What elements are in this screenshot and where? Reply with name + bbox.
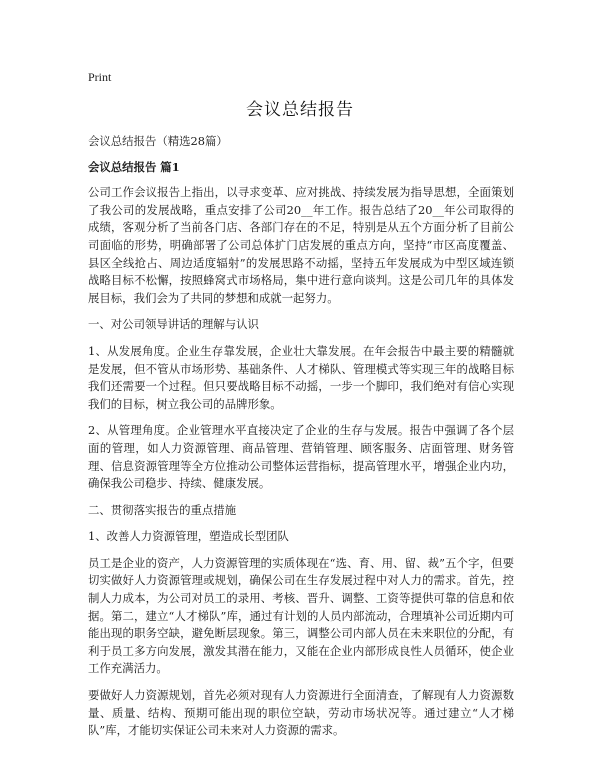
paragraph-hr-assets: 员工是企业的资产，人力资源管理的实质体现在“选、育、用、留、裁”五个字，但要切实做好人力资源管理或规划，确保公司在生存发展过程中对人力的需求。首先，控制人力成本，为公司对员工的录用、考核、晋升、调整、工资等提供可靠的信息和依据。第二，建立“人才梯队”库，通过有计划的人员内部流动，合理填补公司近期内可能出现的职务空缺，避免断层现象。第三，调整公司内部人员在未来职位的分配，有利于员工多方向发展，激发其潜在能力，又能在企业内部形成良性人员循环，使企业工作充满活力。 — [88, 555, 514, 676]
paragraph-hr-planning: 要做好人力资源规划，首先必须对现有人力资源进行全面清查，了解现有人力资源数量、质量、结构、预期可能出现的职位空缺，劳动市场状况等。通过建立“人才梯队”库，才能切实保证公司未来对人力资源的需求。 — [88, 688, 514, 738]
heading-key-measures: 二、贯彻落实报告的重点措施 — [88, 502, 237, 517]
paragraph-development: 1、从发展角度。企业生存靠发展，企业壮大靠发展。在年会报告中最主要的精髓就是发展，但不管从市场形势、基础条件、人才梯队、管理模式等实现三年的战略目标我们还需要一个过程。但只要战略目标不动摇，一步一个脚印，我们绝对有信心实现我们的目标，树立我公司的品牌形象。 — [88, 343, 514, 411]
document-body — [88, 133, 514, 749]
document-title: 会议总结报告 — [246, 100, 354, 120]
print-label: Print — [88, 70, 112, 84]
heading-understanding: 一、对公司领导讲话的理解与认识 — [88, 317, 259, 332]
document-subtitle: 会议总结报告（精选28篇） — [88, 134, 228, 148]
section-title: 会议总结报告 篇1 — [88, 159, 180, 174]
heading-hr-management: 1、改善人力资源管理，塑造成长型团队 — [88, 529, 289, 544]
paragraph-management: 2、从管理角度。企业管理水平直接决定了企业的生存与发展。报告中强调了各个层面的管理，如人力资源管理、商品管理、营销管理、顾客服务、店面管理、财务管理、信息资源管理等全方位推动公司整体运营指标，提高管理水平，增强企业内功，确保我公司稳步、持续、健康发展。 — [88, 423, 514, 491]
paragraph-intro: 公司工作会议报告上指出，以寻求变革、应对挑战、持续发展为指导思想，全面策划了我公司的发展战略，重点安排了公司20__年工作。报告总结了20__年公司取得的成绩，客观分析了当前各门店、各部门存在的不足，特别是从五个方面分析了目前公司面临的形势，明确部署了公司总体扩门店发展的重点方向，坚持“市区高度覆盖、县区全线抢占、周边适度辐射”的发展思路不动摇，坚持五年发展成为中型区域连锁战略目标不松懈，按照蜂窝式市场格局，集中进行意向谈判。这是公司几年的具体发展目标，我们会为了共同的梦想和成就一起努力。 — [88, 185, 514, 305]
